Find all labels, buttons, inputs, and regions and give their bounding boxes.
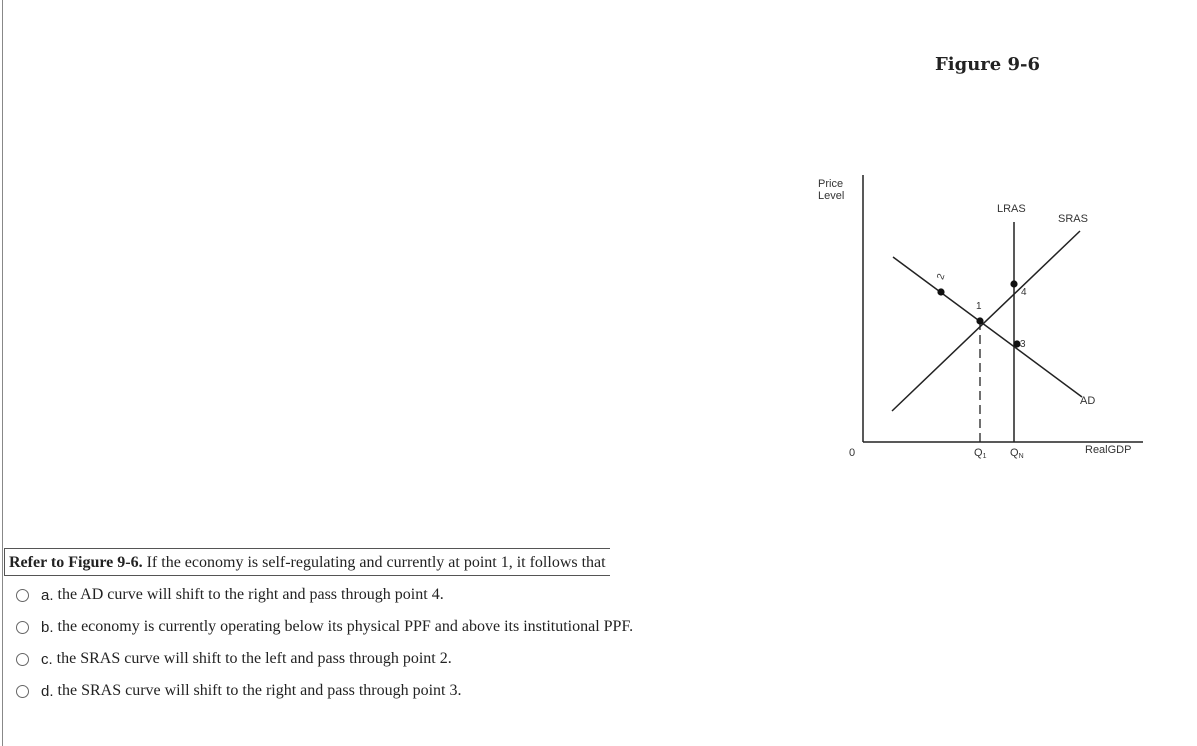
sras-curve: [892, 231, 1080, 411]
lras-label: LRAS: [997, 203, 1026, 215]
sras-label: SRAS: [1058, 213, 1088, 225]
radio-option-d[interactable]: [16, 685, 29, 698]
option-b-text: the economy is currently operating below its physical PPF and above its institutional PPF.: [57, 618, 634, 635]
question-body: If the economy is self-regulating and currently at point 1, it follows that: [142, 554, 606, 571]
radio-option-a[interactable]: [16, 589, 29, 602]
q1-tick: Q1: [974, 447, 987, 460]
option-b-letter: b.: [41, 618, 54, 636]
option-a-text: the AD curve will shift to the right and pass through point 4.: [57, 586, 444, 603]
point-1: [976, 317, 983, 324]
radio-option-b[interactable]: [16, 621, 29, 634]
question-block: [4, 548, 610, 576]
option-c-letter: c.: [41, 650, 53, 668]
qn-tick: QN: [1010, 447, 1024, 460]
ad-as-diagram: [800, 160, 1150, 470]
point-4-label: 4: [1021, 287, 1027, 298]
y-axis-label-line2: Level: [818, 190, 845, 202]
point-2-label: 2: [935, 272, 948, 282]
option-a-letter: a.: [41, 586, 54, 604]
ad-curve: [893, 257, 1082, 397]
point-4: [1010, 280, 1017, 287]
figure-title: Figure 9-6: [935, 54, 1041, 75]
point-1-label: 1: [976, 301, 982, 312]
ad-label: AD: [1080, 395, 1096, 407]
option-d-letter: d.: [41, 682, 54, 700]
x-axis-label: RealGDP: [1085, 444, 1132, 456]
point-3-label: 3: [1020, 339, 1026, 350]
option-d[interactable]: [16, 682, 461, 700]
left-border: [2, 0, 3, 746]
question-text: [4, 548, 610, 576]
origin-label: 0: [849, 447, 856, 459]
point-2: [937, 288, 944, 295]
question-prefix: Refer to Figure 9-6.: [9, 554, 143, 571]
option-a[interactable]: [16, 586, 444, 604]
option-d-text: the SRAS curve will shift to the right and pass through point 3.: [57, 682, 462, 699]
option-b[interactable]: [16, 618, 633, 636]
y-axis-label-line1: Price: [818, 178, 844, 190]
radio-option-c[interactable]: [16, 653, 29, 666]
option-c-text: the SRAS curve will shift to the left and pass through point 2.: [56, 650, 452, 667]
option-c[interactable]: [16, 650, 452, 668]
